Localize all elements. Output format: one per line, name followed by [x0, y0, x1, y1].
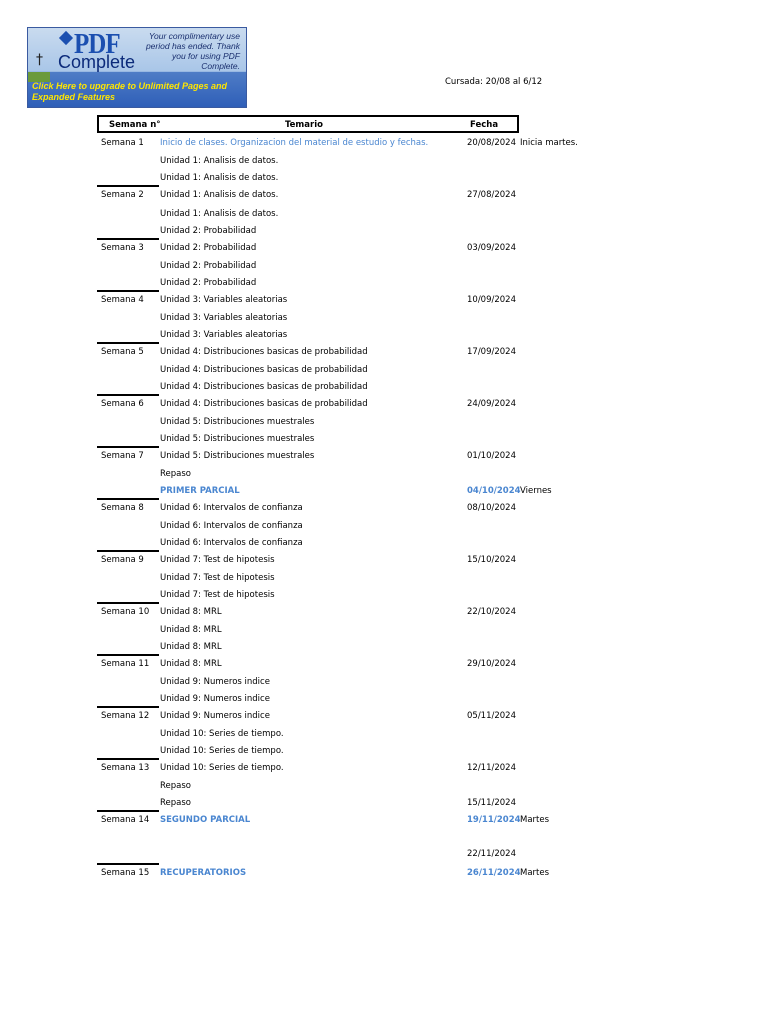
row-tema: PRIMER PARCIAL — [160, 486, 240, 496]
table-row — [0, 448, 768, 465]
table-row — [0, 414, 768, 431]
row-tema: SEGUNDO PARCIAL — [160, 815, 251, 825]
row-semana: Semana 9 — [101, 555, 144, 565]
row-fecha: 04/10/2024 — [467, 486, 521, 496]
row-fecha: 27/08/2024 — [467, 190, 516, 200]
row-tema: Repaso — [160, 469, 191, 479]
row-semana: Semana 7 — [101, 451, 144, 461]
table-row — [0, 656, 768, 673]
table-row — [0, 135, 768, 152]
row-fecha: 17/09/2024 — [467, 347, 516, 357]
row-tema: Repaso — [160, 798, 191, 808]
row-tema: Unidad 2: Probabilidad — [160, 243, 257, 253]
row-tema: Unidad 2: Probabilidad — [160, 261, 257, 271]
table-row — [0, 622, 768, 639]
row-tema: Unidad 10: Series de tiempo. — [160, 746, 284, 756]
row-fecha: 15/11/2024 — [467, 798, 516, 808]
row-semana: Semana 3 — [101, 243, 144, 253]
row-tema: Unidad 6: Intervalos de confianza — [160, 503, 303, 513]
row-tema: Unidad 3: Variables aleatorias — [160, 295, 288, 305]
row-tema: Unidad 9: Numeros indice — [160, 677, 270, 687]
row-fecha: 26/11/2024 — [467, 868, 521, 878]
table-row — [0, 466, 768, 483]
row-nota: Inicia martes. — [520, 138, 578, 148]
banner-message: Your complimentary use period has ended. Thank you for using PDF Complete. — [145, 31, 240, 71]
brand-complete: Complete — [58, 52, 136, 72]
table-row — [0, 604, 768, 621]
row-tema: Unidad 3: Variables aleatorias — [160, 313, 288, 323]
row-fecha: 10/09/2024 — [467, 295, 516, 305]
row-tema: Unidad 8: MRL — [160, 625, 222, 635]
pdf-complete-banner[interactable] — [27, 27, 247, 108]
row-tema: Unidad 7: Test de hipotesis — [160, 555, 275, 565]
cursada-dates: Cursada: 20/08 al 6/12 — [445, 77, 543, 87]
row-semana: Semana 14 — [101, 815, 150, 825]
row-fecha: 08/10/2024 — [467, 503, 516, 513]
row-semana: Semana 11 — [101, 659, 150, 669]
table-row — [0, 726, 768, 743]
row-tema: Unidad 3: Variables aleatorias — [160, 330, 288, 340]
row-fecha: 03/09/2024 — [467, 243, 516, 253]
row-semana: Semana 12 — [101, 711, 150, 721]
row-tema: Unidad 5: Distribuciones muestrales — [160, 451, 315, 461]
row-tema: Unidad 1: Analisis de datos. — [160, 209, 279, 219]
table-header — [97, 115, 519, 133]
row-tema: Unidad 7: Test de hipotesis — [160, 590, 275, 600]
row-tema: Unidad 6: Intervalos de confianza — [160, 521, 303, 531]
row-tema: Inicio de clases. Organizacion del material de estudio y fechas. — [160, 138, 429, 148]
row-fecha: 01/10/2024 — [467, 451, 516, 461]
row-fecha: 24/09/2024 — [467, 399, 516, 409]
table-row — [0, 570, 768, 587]
table-row — [0, 778, 768, 795]
table-row — [0, 187, 768, 204]
row-tema: Unidad 7: Test de hipotesis — [160, 573, 275, 583]
table-row — [0, 760, 768, 777]
row-semana: Semana 4 — [101, 295, 144, 305]
upgrade-link[interactable]: Click Here to upgrade to Unlimited Pages and Expanded Features — [32, 81, 228, 102]
row-tema: Unidad 4: Distribuciones basicas de probabilidad — [160, 365, 368, 375]
table-row — [0, 153, 768, 170]
table-row — [0, 396, 768, 413]
row-nota: Martes — [520, 815, 550, 825]
row-tema: Unidad 8: MRL — [160, 642, 222, 652]
row-nota: Viernes — [520, 486, 552, 496]
table-row — [0, 846, 768, 863]
table-row — [0, 812, 768, 829]
row-tema: Unidad 8: MRL — [160, 607, 222, 617]
row-fecha: 20/08/2024 — [467, 138, 516, 148]
row-semana: Semana 8 — [101, 503, 144, 513]
row-tema: Unidad 10: Series de tiempo. — [160, 763, 284, 773]
table-row — [0, 674, 768, 691]
row-tema: Unidad 9: Numeros indice — [160, 711, 270, 721]
row-nota: Martes — [520, 868, 550, 878]
table-row — [0, 292, 768, 309]
row-tema: Unidad 6: Intervalos de confianza — [160, 538, 303, 548]
row-tema: Unidad 8: MRL — [160, 659, 222, 669]
row-fecha: 22/10/2024 — [467, 607, 516, 617]
row-fecha: 19/11/2024 — [467, 815, 521, 825]
header-temario: Temario — [285, 120, 323, 130]
table-row — [0, 206, 768, 223]
row-tema: Unidad 4: Distribuciones basicas de probabilidad — [160, 399, 368, 409]
row-tema: Unidad 5: Distribuciones muestrales — [160, 434, 315, 444]
table-row — [0, 240, 768, 257]
banner-logo — [28, 28, 148, 82]
table-row — [0, 829, 768, 846]
row-tema: Unidad 10: Series de tiempo. — [160, 729, 284, 739]
table-row — [0, 258, 768, 275]
header-semana: Semana n° — [109, 120, 161, 130]
row-tema: Unidad 2: Probabilidad — [160, 278, 257, 288]
row-tema: Unidad 5: Distribuciones muestrales — [160, 417, 315, 427]
row-semana: Semana 2 — [101, 190, 144, 200]
table-row — [0, 500, 768, 517]
row-semana: Semana 1 — [101, 138, 144, 148]
row-tema: Unidad 1: Analisis de datos. — [160, 156, 279, 166]
row-fecha: 12/11/2024 — [467, 763, 516, 773]
diamond-icon — [59, 31, 73, 45]
row-tema: RECUPERATORIOS — [160, 868, 247, 878]
header-fecha: Fecha — [470, 120, 499, 130]
table-row — [0, 310, 768, 327]
row-semana: Semana 10 — [101, 607, 150, 617]
row-semana: Semana 5 — [101, 347, 144, 357]
row-tema: Unidad 4: Distribuciones basicas de probabilidad — [160, 382, 368, 392]
row-fecha: 05/11/2024 — [467, 711, 516, 721]
person-icon: † — [36, 52, 43, 68]
row-tema: Repaso — [160, 781, 191, 791]
row-semana: Semana 15 — [101, 868, 150, 878]
row-semana: Semana 13 — [101, 763, 150, 773]
row-tema: Unidad 1: Analisis de datos. — [160, 173, 279, 183]
row-semana: Semana 6 — [101, 399, 144, 409]
table-row — [0, 344, 768, 361]
row-tema: Unidad 2: Probabilidad — [160, 226, 257, 236]
table-row — [0, 865, 768, 882]
row-tema: Unidad 4: Distribuciones basicas de probabilidad — [160, 347, 368, 357]
row-fecha: 22/11/2024 — [467, 849, 516, 859]
row-tema: Unidad 9: Numeros indice — [160, 694, 270, 704]
table-row — [0, 552, 768, 569]
table-row — [0, 362, 768, 379]
row-tema: Unidad 1: Analisis de datos. — [160, 190, 279, 200]
table-row — [0, 518, 768, 535]
brand-pdf: PDF — [74, 29, 120, 61]
row-fecha: 29/10/2024 — [467, 659, 516, 669]
row-fecha: 15/10/2024 — [467, 555, 516, 565]
table-row — [0, 708, 768, 725]
